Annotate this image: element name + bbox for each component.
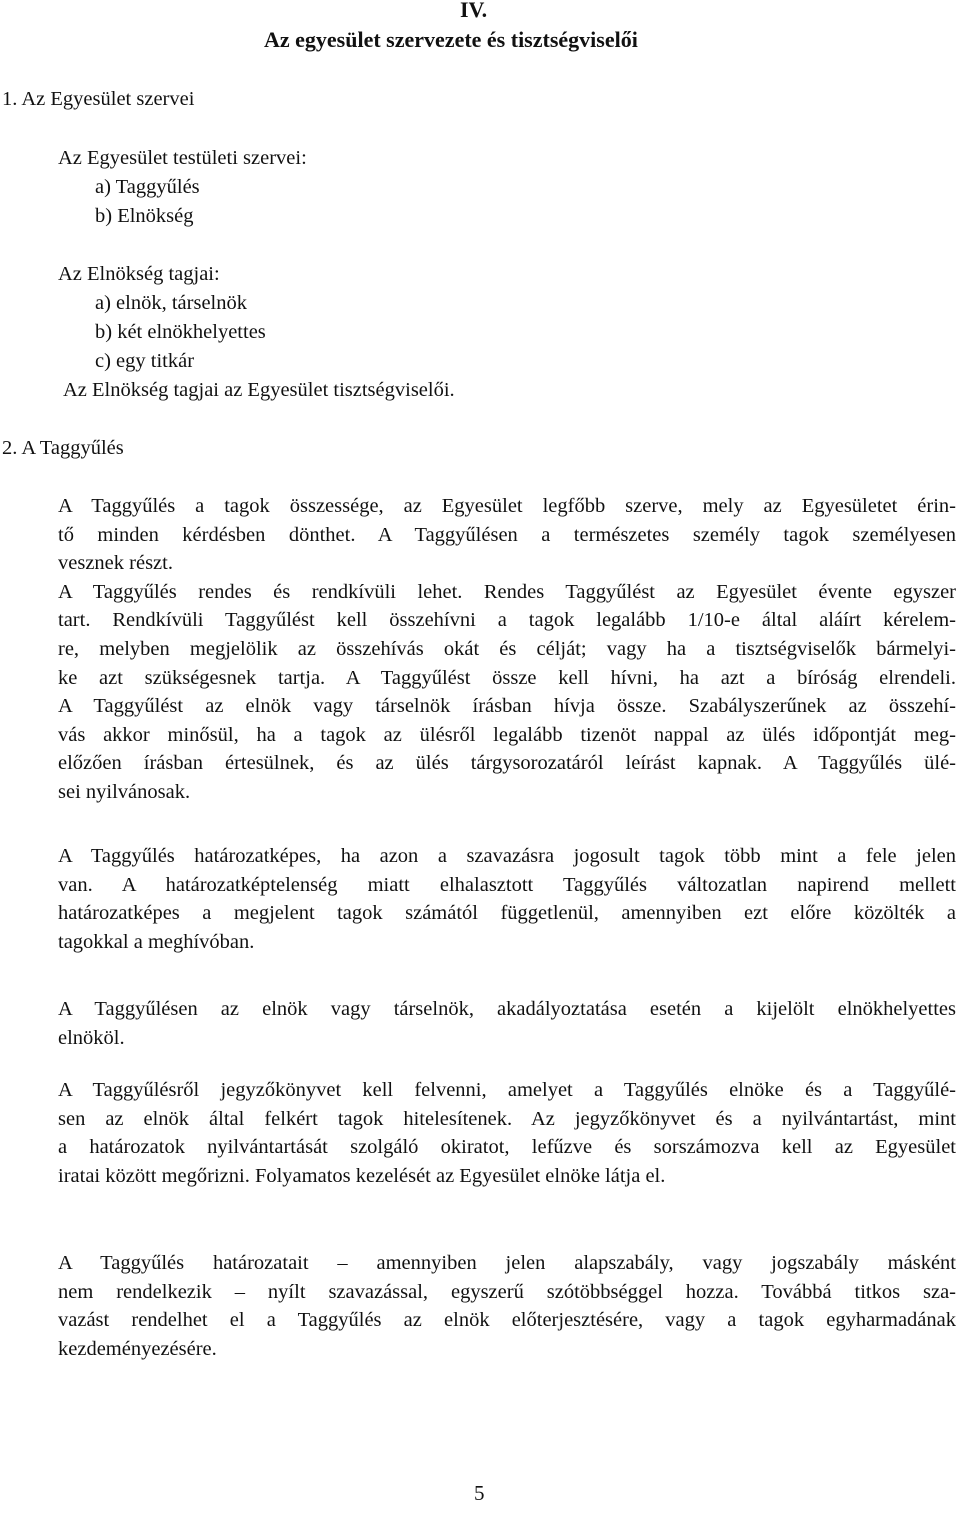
paragraph-voting: A Taggyűlés határozatait – amennyiben jelen alapszabály, vagy jogszabály másként nem rendelkezik – nyílt szavazással, egyszerű szótöbbséggel hozza. Továbbá titkos sza- vazást rendelhet el a Taggyűlés az elnök előterjesztésére, vagy a tagok egyharmadának kezdeményezésére.	[58, 1252, 956, 1360]
members-intro: Az Elnökség tagjai:	[58, 263, 220, 285]
paragraph-minutes: A Taggyűlésről jegyzőkönyvet kell felvenni, amelyet a Taggyűlés elnöke és a Taggyűlé- sen az elnök által felkért tagok hitelesítenek. Az jegyzőkönyvet és a nyilvántartást, mint a határozatok nyilvántartását szolgáló okiratot, lefűzve és sorszámozva kell az Egyesület iratai között megőrizni. Folyamatos kezelését az Egyesület elnöke látja el.	[58, 1079, 956, 1187]
member-item: b) két elnökhelyettes	[95, 321, 266, 343]
section-1-heading: 1. Az Egyesület szervei	[2, 88, 195, 110]
organ-item: b) Elnökség	[95, 205, 194, 227]
members-note: Az Elnökség tagjai az Egyesület tisztségviselői.	[63, 379, 455, 401]
paragraph-chair: A Taggyűlésen az elnök vagy társelnök, akadályoztatása esetén a kijelölt elnökhelyettes elnököl.	[58, 998, 956, 1049]
chapter-number: IV.	[460, 0, 488, 22]
paragraph-general: A Taggyűlés a tagok összessége, az Egyesület legfőbb szerve, mely az Egyesületet érin- tő minden kérdésben dönthet. A Taggyűlésen a természetes személy tagok személyesen vesznek részt. A Taggyűlés rendes és rendkívüli lehet. Rendes Taggyűlést az Egyesület évente egyszer tart. Rendkívüli Taggyűlést kell összehívni a tagok legalább 1/10-e által aláírt kérelem- re, melyben megjelölik az összehívás okát és célját; vagy ha a tisztségviselők bármelyi- ke azt szükségesnek tartja. A Taggyűlést össze kell hívni, ha azt a bíróság elrendeli. A Taggyűlést az elnök vagy társelnök írásban hívja össze. Szabályszerűnek az összehí- vás akkor minősül, ha a tagok az ülésről legalább tizenöt nappal az ülés időpontját meg- előzően írásban értesülnek, és az ülés tárgysorozatáról leírást kapnak. A Taggyűlés ülé- sei nyilvánosak.	[58, 495, 956, 803]
organs-intro: Az Egyesület testületi szervei:	[58, 147, 307, 169]
paragraph-quorum: A Taggyűlés határozatképes, ha azon a szavazásra jogosult tagok több mint a fele jelen van. A határozatképtelenség miatt elhalasztott Taggyűlés változatlan napirend mellett határozatképes a megjelent tagok számától függetlenül, amennyiben ezt előre közölték a tagokkal a meghívóban.	[58, 845, 956, 953]
page-number: 5	[474, 1481, 485, 1505]
member-item: c) egy titkár	[95, 350, 195, 372]
organ-item: a) Taggyűlés	[95, 176, 200, 198]
chapter-title: Az egyesület szervezete és tisztségviselői	[264, 27, 638, 52]
section-2-heading: 2. A Taggyűlés	[2, 437, 124, 459]
member-item: a) elnök, társelnök	[95, 292, 247, 314]
